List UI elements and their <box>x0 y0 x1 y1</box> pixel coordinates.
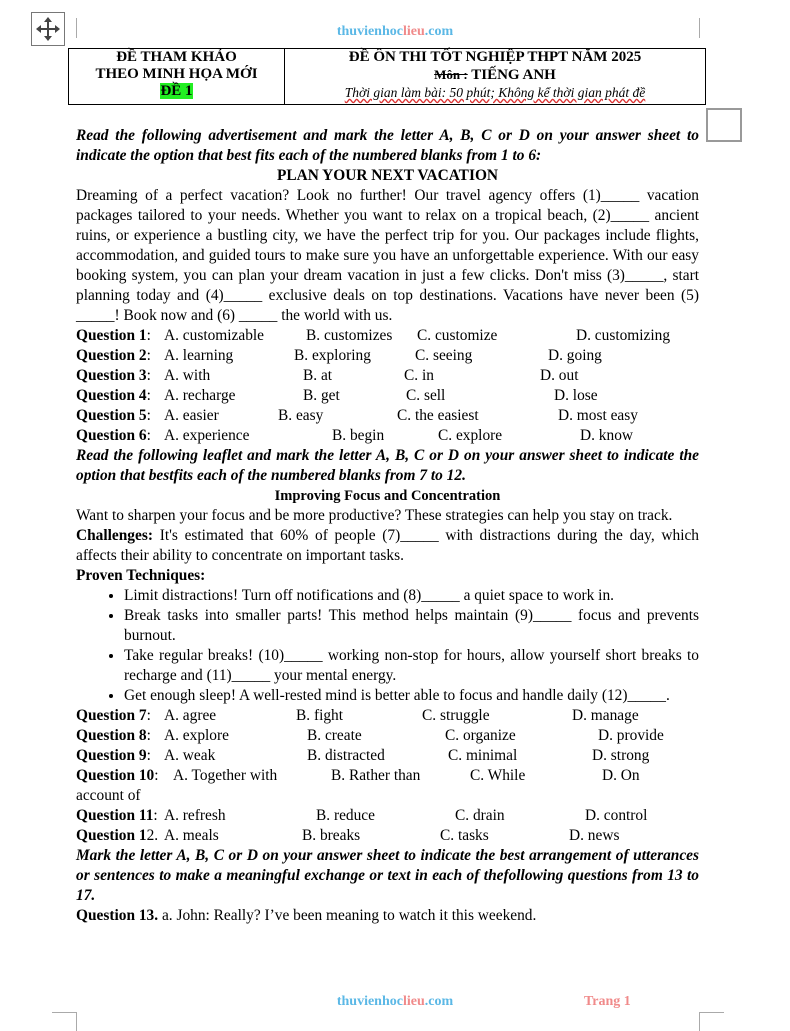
section2-instruction: Read the following leaflet and mark the letter A, B, C or D on your answer sheet to indicate the option that bestfits each of the numbered blanks from 7 to 12. <box>76 447 699 484</box>
question-text: a. John: Really? I’ve been meaning to watch it this weekend. <box>158 907 537 924</box>
questions-1-6 <box>76 326 699 446</box>
option-c: C. the easiest <box>397 407 479 424</box>
list-item: • Break tasks into smaller parts! This method helps maintain (9)_____ focus and prevents burnout. <box>124 606 699 646</box>
option-a: A. customizable <box>164 327 265 344</box>
option-d: D. provide <box>598 727 664 744</box>
option-b: B. exploring <box>294 347 371 364</box>
option-c: C. struggle <box>422 707 490 724</box>
question-row: Question 4: A. recharge B. get C. sell D. lose <box>76 387 598 404</box>
option-a: A. Together with <box>173 767 278 784</box>
challenges-text: It's estimated that 60% of people (7)_____ with distractions during the day, which affects their ability to concentrate on important tasks. <box>76 527 699 564</box>
option-d: D. manage <box>572 707 639 724</box>
option-b: B. at <box>303 367 333 384</box>
option-b: B. breaks <box>302 827 361 844</box>
challenges-paragraph <box>76 526 699 566</box>
section3-instruction: Mark the letter A, B, C or D on your answer sheet to indicate the best arrangement of utterances or sentences to make a meaningful exchange or text in each of thefollowing questions from 13 to 17. <box>76 847 699 904</box>
option-b: B. get <box>303 387 340 404</box>
exam-title: ĐỀ ÔN THI TỐT NGHIỆP THPT NĂM 2025 <box>348 49 642 65</box>
exam-type-cell <box>69 49 285 105</box>
document-body <box>76 126 699 926</box>
question-row: Question 11: A. refresh B. reduce C. drain D. control <box>76 807 648 824</box>
option-c: C. drain <box>455 807 505 824</box>
question-label: Question 10 <box>76 767 155 784</box>
question-row: Question 3: A. with B. at C. in D. out <box>76 367 579 384</box>
option-a: A. with <box>164 367 211 384</box>
question-label: Question 3 <box>76 367 147 384</box>
question-label: Question 7 <box>76 707 147 724</box>
option-a: A. agree <box>164 707 217 724</box>
question-label: Question 6 <box>76 427 147 444</box>
techniques-list <box>76 586 699 706</box>
option-d: D. out <box>540 367 579 384</box>
text-box-handle[interactable] <box>706 108 742 142</box>
question-label: Question 2 <box>76 347 147 364</box>
footer-site: thuvienhoclieu.com <box>336 994 454 1009</box>
question-label: Question 1 <box>76 327 147 344</box>
option-d: D. lose <box>554 387 598 404</box>
option-a: A. experience <box>164 427 250 444</box>
question-label: Question 11 <box>76 807 154 824</box>
question-row: Question 2: A. learning B. exploring C. seeing D. going <box>76 347 602 364</box>
option-b: B. Rather than <box>331 767 421 784</box>
section1-passage: Dreaming of a perfect vacation? Look no further! Our travel agency offers (1)_____ vacation packages tailored to your needs. Whether you want to relax on a tropical beach, (2)_____ ancient ruins, or experience a bustling city, we have the perfect trip for you. Our packages include flights, accommodation, and guided tours to make sure you have an unforgettable experience. With our easy booking system, you can plan your dream vacation in just a few clicks. Don't miss (3)_____, start planning today and (4)_____ exclusive deals on top destinations. Vacations have never been (5) _____! Book now and (6) _____ the world with us. <box>76 187 699 324</box>
exam-title-cell <box>285 49 706 105</box>
option-d-continuation: account of <box>76 787 141 804</box>
option-d: D. customizing <box>576 327 671 344</box>
list-item: • Limit distractions! Turn off notifications and (8)_____ a quiet space to work in. <box>124 586 699 606</box>
option-c: C. seeing <box>415 347 473 364</box>
question-label: Question 5 <box>76 407 147 424</box>
option-d: D. know <box>580 427 634 444</box>
exam-header-table <box>68 48 706 105</box>
option-b: B. easy <box>278 407 324 424</box>
option-d: D. strong <box>592 747 650 764</box>
option-c: C. tasks <box>440 827 489 844</box>
exam-type-line1: ĐỀ THAM KHẢO <box>116 49 237 65</box>
option-b: B. create <box>307 727 362 744</box>
option-a: A. recharge <box>164 387 236 404</box>
option-b: B. distracted <box>307 747 385 764</box>
question-row: Question 7: A. agree B. fight C. struggle D. manage <box>76 707 639 724</box>
question-row: Question 5: A. easier B. easy C. the easiest D. most easy <box>76 407 638 424</box>
option-d: D. going <box>548 347 602 364</box>
questions-7-12 <box>76 706 699 846</box>
list-item: • Get enough sleep! A well-rested mind is better able to focus and handle daily (12)_____. <box>124 686 699 706</box>
option-c: C. organize <box>445 727 516 744</box>
list-item: • Take regular breaks! (10)_____ working non-stop for hours, allow yourself short breaks to recharge and (11)_____ your mental energy. <box>124 646 699 686</box>
section1-instruction: Read the following advertisement and mark the letter A, B, C or D on your answer sheet to indicate the option that best fits each of the numbered blanks from 1 to 6: <box>76 127 699 164</box>
exam-duration: Thời gian làm bài: 50 phút; Không kể thời gian phát đề <box>344 85 646 100</box>
option-c: C. While <box>470 767 526 784</box>
question-row: Question 10: A. Together with B. Rather than C. While D. On <box>76 767 640 784</box>
section2-intro: Want to sharpen your focus and be more productive? These strategies can help you stay on track. <box>76 507 673 524</box>
section2-title: Improving Focus and Concentration <box>274 488 501 504</box>
subject-name: TIẾNG ANH <box>467 67 556 83</box>
option-c: C. minimal <box>448 747 518 764</box>
option-a: A. meals <box>164 827 219 844</box>
option-a: A. easier <box>164 407 219 424</box>
question-row: Question 9: A. weak B. distracted C. minimal D. strong <box>76 747 650 764</box>
question-row: Question 6: A. experience B. begin C. explore D. know <box>76 427 634 444</box>
page-number: Trang 1 <box>584 994 631 1009</box>
option-d: D. most easy <box>558 407 638 424</box>
option-a: A. refresh <box>164 807 226 824</box>
question-label: Question 1 <box>76 827 147 844</box>
question-13 <box>76 906 699 926</box>
option-b: B. fight <box>296 707 344 724</box>
techniques-label: Proven Techniques: <box>76 567 206 584</box>
question-row: Question 1: A. customizable B. customizes C. customize D. customizing <box>76 327 671 344</box>
exam-type-line2: THEO MINH HỌA MỚI <box>95 66 258 82</box>
option-d: D. On <box>602 767 640 784</box>
crop-mark <box>52 1012 77 1031</box>
option-d: D. control <box>585 807 648 824</box>
question-label: Question 13. <box>76 907 159 924</box>
option-c: C. explore <box>438 427 503 444</box>
option-d: D. news <box>569 827 620 844</box>
site-watermark: thuvienhoclieu.com <box>336 24 454 39</box>
option-b: B. begin <box>332 427 385 444</box>
exam-number-badge: ĐỀ 1 <box>160 83 193 99</box>
option-c: C. sell <box>406 387 446 404</box>
option-c: C. customize <box>417 327 498 344</box>
option-a: A. explore <box>164 727 229 744</box>
question-row: Question 8: A. explore B. create C. organize D. provide <box>76 727 664 744</box>
option-a: A. weak <box>164 747 216 764</box>
question-label: Question 9 <box>76 747 147 764</box>
question-label: Question 8 <box>76 727 147 744</box>
option-a: A. learning <box>164 347 234 364</box>
crop-mark <box>699 1012 724 1031</box>
question-label: Question 4 <box>76 387 147 404</box>
section1-title: PLAN YOUR NEXT VACATION <box>276 167 499 184</box>
question-row: Question 12. A. meals B. breaks C. tasks D. news <box>76 827 620 844</box>
option-b: B. reduce <box>316 807 375 824</box>
option-b: B. customizes <box>306 327 393 344</box>
challenges-label: Challenges: <box>76 527 153 544</box>
option-c: C. in <box>404 367 434 384</box>
subject-label: Môn : <box>434 67 468 82</box>
